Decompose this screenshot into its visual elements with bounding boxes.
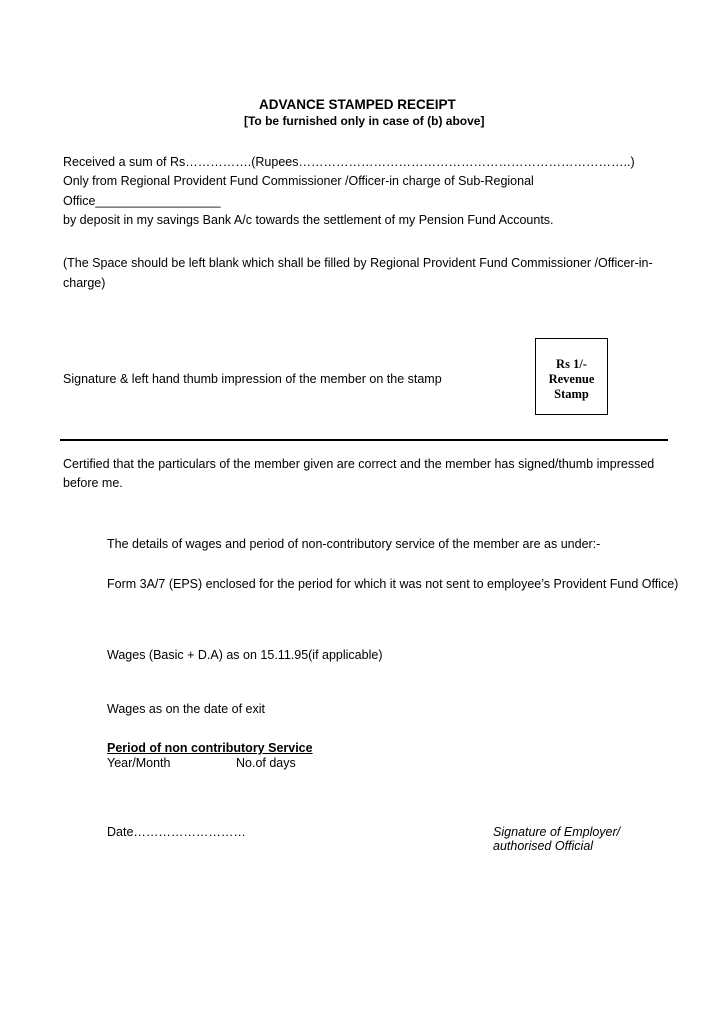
blank-space-note-line1: (The Space should be left blank which shall be filled by Regional Provident Fund Commissioner /Officer-in- xyxy=(63,256,653,270)
blank-space-note-line2: charge) xyxy=(63,276,106,290)
certification-line2: before me. xyxy=(63,476,123,490)
details-intro: The details of wages and period of non-contributory service of the member are as under:- xyxy=(107,537,601,551)
receipt-amount-line: Received a sum of Rs…………….(Rupees……………………………………………………………………..) xyxy=(63,155,635,169)
employer-signature-line1: Signature of Employer/ xyxy=(493,825,621,839)
document-subtitle: [To be furnished only in case of (b) above] xyxy=(244,114,485,128)
employer-signature-line2: authorised Official xyxy=(493,839,594,853)
date-field: Date……………………… xyxy=(107,825,246,839)
receipt-deposit-line: by deposit in my savings Bank A/c towards the settlement of my Pension Fund Accounts. xyxy=(63,213,554,227)
stamp-amount: Rs 1/- xyxy=(556,357,587,371)
stamp-revenue: Revenue xyxy=(548,372,595,386)
receipt-office-line: Office__________________ xyxy=(63,194,221,208)
stamp-label: Stamp xyxy=(554,387,589,401)
no-of-days-label: No.of days xyxy=(236,756,296,770)
wages-basic-line: Wages (Basic + D.A) as on 15.11.95(if applicable) xyxy=(107,648,383,662)
receipt-source-line: Only from Regional Provident Fund Commissioner /Officer-in charge of Sub-Regional xyxy=(63,174,534,188)
certification-line1: Certified that the particulars of the member given are correct and the member has signed/thumb impressed xyxy=(63,457,655,471)
member-signature-label: Signature & left hand thumb impression of the member on the stamp xyxy=(63,372,442,386)
document-title: ADVANCE STAMPED RECEIPT xyxy=(259,97,456,112)
form-enclosed-line: Form 3A/7 (EPS) enclosed for the period for which it was not sent to employee’s Provident Fund Office) xyxy=(107,577,679,591)
period-heading: Period of non contributory Service xyxy=(107,741,313,755)
revenue-stamp-box xyxy=(535,338,608,415)
wages-exit-line: Wages as on the date of exit xyxy=(107,702,265,716)
year-month-label: Year/Month xyxy=(107,756,171,770)
section-divider xyxy=(60,439,668,441)
